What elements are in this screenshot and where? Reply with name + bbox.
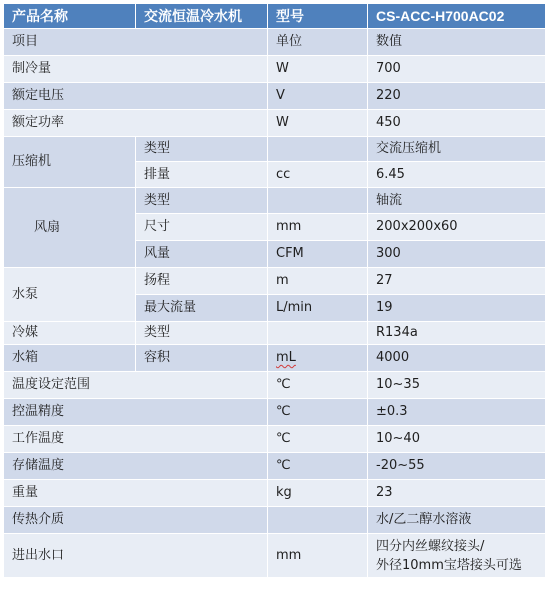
table-row xyxy=(4,110,546,137)
row-unit: ℃ xyxy=(268,426,368,453)
row-name: 水箱 xyxy=(4,345,136,372)
table-row xyxy=(4,137,546,162)
row-sub-label: 类型 xyxy=(136,137,268,162)
row-value: ±0.3 xyxy=(368,399,546,426)
row-unit: 单位 xyxy=(268,29,368,56)
row-name: 额定功率 xyxy=(4,110,268,137)
row-unit: V xyxy=(268,83,368,110)
table-row xyxy=(4,188,546,214)
group-pump: 水泵 xyxy=(4,268,136,322)
row-name: 工作温度 xyxy=(4,426,268,453)
table-row xyxy=(4,453,546,480)
row-unit: W xyxy=(268,110,368,137)
row-value: 700 xyxy=(368,56,546,83)
row-value: 10~35 xyxy=(368,372,546,399)
row-name: 控温精度 xyxy=(4,399,268,426)
row-value: 水/乙二醇水溶液 xyxy=(368,507,546,534)
table-row xyxy=(4,480,546,507)
row-value: -20~55 xyxy=(368,453,546,480)
row-value: 220 xyxy=(368,83,546,110)
row-unit: m xyxy=(268,268,368,295)
row-name: 重量 xyxy=(4,480,268,507)
unit-text: mL xyxy=(276,350,296,365)
row-unit: L/min xyxy=(268,295,368,322)
table-row xyxy=(4,345,546,372)
value-line: 四分内丝螺纹接头/ xyxy=(376,538,485,554)
row-unit xyxy=(268,322,368,345)
header-model: CS-ACC-H700AC02 xyxy=(368,4,546,29)
header-product-name: 交流恒温冷水机 xyxy=(136,4,268,29)
row-name: 传热介质 xyxy=(4,507,268,534)
row-sub-label: 类型 xyxy=(136,322,268,345)
row-name: 存储温度 xyxy=(4,453,268,480)
row-value: R134a xyxy=(368,322,546,345)
row-sub-label: 排量 xyxy=(136,162,268,188)
table-row xyxy=(4,372,546,399)
row-value: 数值 xyxy=(368,29,546,56)
row-value: 19 xyxy=(368,295,546,322)
row-value: 10~40 xyxy=(368,426,546,453)
row-sub-label: 最大流量 xyxy=(136,295,268,322)
row-unit: mm xyxy=(268,534,368,578)
value-line: 外径10mm宝塔接头可选 xyxy=(376,557,522,573)
row-unit: ℃ xyxy=(268,453,368,480)
row-name: 温度设定范围 xyxy=(4,372,268,399)
table-row xyxy=(4,399,546,426)
table-row xyxy=(4,268,546,295)
row-unit xyxy=(268,188,368,214)
row-sub-label: 容积 xyxy=(136,345,268,372)
row-sub-label: 扬程 xyxy=(136,268,268,295)
row-value: 23 xyxy=(368,480,546,507)
row-unit: W xyxy=(268,56,368,83)
table-row xyxy=(4,83,546,110)
row-unit: CFM xyxy=(268,241,368,268)
row-name: 额定电压 xyxy=(4,83,268,110)
header-row xyxy=(4,4,546,29)
header-model-label: 型号 xyxy=(268,4,368,29)
row-name: 制冷量 xyxy=(4,56,268,83)
row-value xyxy=(368,534,546,578)
header-product-name-label: 产品名称 xyxy=(4,4,136,29)
row-name: 进出水口 xyxy=(4,534,268,578)
table-row xyxy=(4,507,546,534)
row-unit: ℃ xyxy=(268,372,368,399)
row-name: 冷媒 xyxy=(4,322,136,345)
row-unit xyxy=(268,345,368,372)
group-compressor: 压缩机 xyxy=(4,137,136,188)
row-value: 200x200x60 xyxy=(368,214,546,241)
table-row xyxy=(4,534,546,578)
row-value: 交流压缩机 xyxy=(368,137,546,162)
row-unit xyxy=(268,137,368,162)
row-value: 6.45 xyxy=(368,162,546,188)
row-sub-label: 尺寸 xyxy=(136,214,268,241)
table-row xyxy=(4,426,546,453)
row-value: 轴流 xyxy=(368,188,546,214)
row-sub-label: 风量 xyxy=(136,241,268,268)
row-unit: kg xyxy=(268,480,368,507)
table-row xyxy=(4,29,546,56)
row-value: 4000 xyxy=(368,345,546,372)
row-value: 300 xyxy=(368,241,546,268)
table-row xyxy=(4,56,546,83)
row-value: 450 xyxy=(368,110,546,137)
row-sub-label: 类型 xyxy=(136,188,268,214)
group-fan: 风扇 xyxy=(4,188,136,268)
row-unit: mm xyxy=(268,214,368,241)
row-value: 27 xyxy=(368,268,546,295)
row-unit: cc xyxy=(268,162,368,188)
row-name: 项目 xyxy=(4,29,268,56)
row-unit xyxy=(268,507,368,534)
row-unit: ℃ xyxy=(268,399,368,426)
spec-table xyxy=(3,3,546,578)
table-row xyxy=(4,322,546,345)
